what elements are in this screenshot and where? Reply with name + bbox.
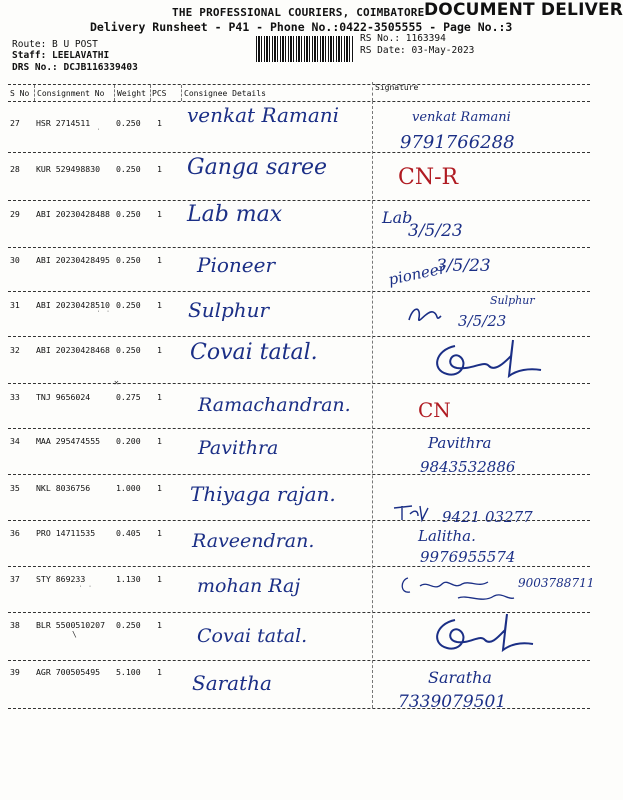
- row-consignment: KUR 529498830: [36, 164, 101, 174]
- row-signature-date: 3/5/23: [436, 256, 491, 276]
- row-consignment: ABI 20230428495: [36, 255, 110, 265]
- row-consignment: BLR 5500510207: [36, 620, 106, 630]
- row-consignment: TNJ 9656024: [36, 392, 91, 402]
- col-signature: Signature: [375, 83, 419, 92]
- row-weight: 0.275: [116, 392, 141, 402]
- row-signature: pioneer: [386, 259, 448, 289]
- col-pcs: PCS: [152, 89, 167, 98]
- row-rule: [8, 428, 590, 429]
- row-rule: [8, 200, 590, 201]
- row-rule: [8, 520, 590, 521]
- row-pcs: 1: [157, 164, 162, 174]
- row-sno: 28: [10, 164, 20, 174]
- row-weight: 1.000: [116, 483, 141, 493]
- row-consignment: ABI 20230428468: [36, 345, 110, 355]
- signature-scribble: [405, 302, 445, 328]
- row-signature-phone: 9003788711: [518, 576, 595, 590]
- row-sno: 27: [10, 118, 20, 128]
- document-title: DOCUMENT DELIVER: [424, 0, 623, 20]
- row-sno: 32: [10, 345, 20, 355]
- row-pcs: 1: [157, 436, 162, 446]
- row-pcs: 1: [157, 345, 162, 355]
- row-sno: 35: [10, 483, 20, 493]
- row-consignment: ABI 20230428510: [36, 300, 110, 310]
- row-consignee: venkat Ramani: [187, 103, 340, 127]
- row-pcs: 1: [157, 574, 162, 584]
- drs-number: DRS No.: DCJB116339403: [12, 62, 138, 73]
- col-divider: [114, 85, 115, 101]
- col-divider: [181, 85, 182, 101]
- row-weight: 0.250: [116, 118, 141, 128]
- row-signature: Lab: [382, 208, 413, 227]
- row-rule: [8, 566, 590, 567]
- row-rule: [8, 291, 590, 292]
- header-bottom-rule: [8, 101, 590, 102]
- row-consignee: Lab max: [187, 202, 283, 227]
- staff-label: Staff: LEELAVATHI: [12, 50, 110, 61]
- row-pcs: 1: [157, 255, 162, 265]
- row-weight: 0.250: [116, 209, 141, 219]
- row-signature: CN-R: [398, 165, 459, 190]
- row-signature-phone: 9976955574: [420, 548, 516, 566]
- row-signature-phone: 9791766288: [400, 132, 515, 153]
- row-signature: Saratha: [428, 668, 492, 687]
- row-sno: 31: [10, 300, 20, 310]
- rs-number: RS No.: 1163394: [360, 33, 446, 44]
- row-signature: Sulphur: [490, 294, 535, 307]
- row-consignee: Thiyaga rajan.: [190, 482, 336, 506]
- row-weight: 5.100: [116, 667, 141, 677]
- barcode: [256, 36, 354, 62]
- row-sno: 38: [10, 620, 20, 630]
- row-sno: 29: [10, 209, 20, 219]
- row-rule: [8, 247, 590, 248]
- row-signature-date: 3/5/23: [458, 312, 507, 330]
- row-consignee: Ganga saree: [187, 155, 328, 180]
- runsheet-title: Delivery Runsheet - P41 - Phone No.:0422-3505555 - Page No.:3: [90, 20, 513, 34]
- row-consignment: STY 869233: [36, 574, 86, 584]
- row-rule: [8, 708, 590, 709]
- row-consignment: HSR 2714511: [36, 118, 91, 128]
- row-rule: [8, 383, 590, 384]
- tick-mark: ˙ ˙: [96, 310, 111, 319]
- row-signature: Lalitha.: [418, 527, 476, 545]
- row-signature: venkat Ramani: [412, 110, 511, 125]
- col-sno: S No: [10, 89, 30, 98]
- row-consignee: Sulphur: [188, 298, 270, 322]
- row-weight: 0.250: [116, 255, 141, 265]
- row-sno: 37: [10, 574, 20, 584]
- row-pcs: 1: [157, 483, 162, 493]
- row-sno: 34: [10, 436, 20, 446]
- row-rule: [8, 474, 590, 475]
- row-pcs: 1: [157, 209, 162, 219]
- row-consignment: AGR 700505495: [36, 667, 101, 677]
- row-weight: 0.250: [116, 620, 141, 630]
- row-weight: 0.250: [116, 345, 141, 355]
- row-signature-phone: 7339079501: [398, 692, 507, 712]
- col-consignee: Consignee Details: [184, 89, 266, 98]
- row-signature-phone: 9843532886: [420, 458, 516, 476]
- row-consignee: Saratha: [192, 671, 272, 695]
- row-pcs: 1: [157, 620, 162, 630]
- row-signature-phone: 9421 03277: [442, 508, 533, 526]
- tick-mark: ✕: [114, 378, 119, 387]
- row-consignee: Raveendran.: [192, 530, 315, 552]
- row-pcs: 1: [157, 667, 162, 677]
- tick-mark: ˙: [96, 128, 101, 137]
- col-weight: Weight: [117, 89, 146, 98]
- row-consignee: Pavithra: [198, 437, 279, 459]
- row-signature: Pavithra: [428, 434, 492, 452]
- rs-date: RS Date: 03-May-2023: [360, 45, 475, 56]
- row-rule: [8, 660, 590, 661]
- row-consignee: mohan Raj: [197, 575, 301, 597]
- col-consignment: Consignment No: [37, 89, 105, 98]
- row-consignment: NKL 8036756: [36, 483, 91, 493]
- signature-scribble: [425, 336, 545, 384]
- signature-column-divider: [372, 101, 373, 708]
- col-divider: [34, 85, 35, 101]
- row-weight: 0.405: [116, 528, 141, 538]
- signature-scribble: [425, 612, 535, 658]
- row-pcs: 1: [157, 392, 162, 402]
- row-consignee: Ramachandran.: [198, 394, 351, 416]
- row-consignee: Covai tatal.: [197, 625, 308, 647]
- row-consignment: ABI 20230428488: [36, 209, 110, 219]
- row-consignee: Pioneer: [197, 253, 276, 277]
- row-weight: 1.130: [116, 574, 141, 584]
- col-divider: [150, 85, 151, 101]
- signature-scribble: [398, 572, 516, 608]
- row-signature-date: 3/5/23: [408, 221, 463, 241]
- row-consignment: PRO 14711535: [36, 528, 96, 538]
- row-weight: 0.250: [116, 300, 141, 310]
- route-label: Route: B U POST: [12, 39, 98, 50]
- header-top-rule: [8, 84, 590, 85]
- row-pcs: 1: [157, 300, 162, 310]
- row-pcs: 1: [157, 528, 162, 538]
- row-consignment: MAA 295474555: [36, 436, 101, 446]
- row-rule: [8, 152, 590, 153]
- row-consignee: Covai tatal.: [190, 340, 318, 365]
- row-pcs: 1: [157, 118, 162, 128]
- row-signature: CN: [418, 398, 451, 422]
- row-sno: 33: [10, 392, 20, 402]
- tick-mark: \: [72, 630, 77, 639]
- row-weight: 0.250: [116, 164, 141, 174]
- col-divider: [372, 82, 373, 101]
- row-sno: 39: [10, 667, 20, 677]
- company-name: THE PROFESSIONAL COURIERS, COIMBATORE: [172, 6, 425, 19]
- tick-mark: ˙ ˙: [78, 585, 93, 594]
- row-weight: 0.200: [116, 436, 141, 446]
- row-sno: 30: [10, 255, 20, 265]
- row-sno: 36: [10, 528, 20, 538]
